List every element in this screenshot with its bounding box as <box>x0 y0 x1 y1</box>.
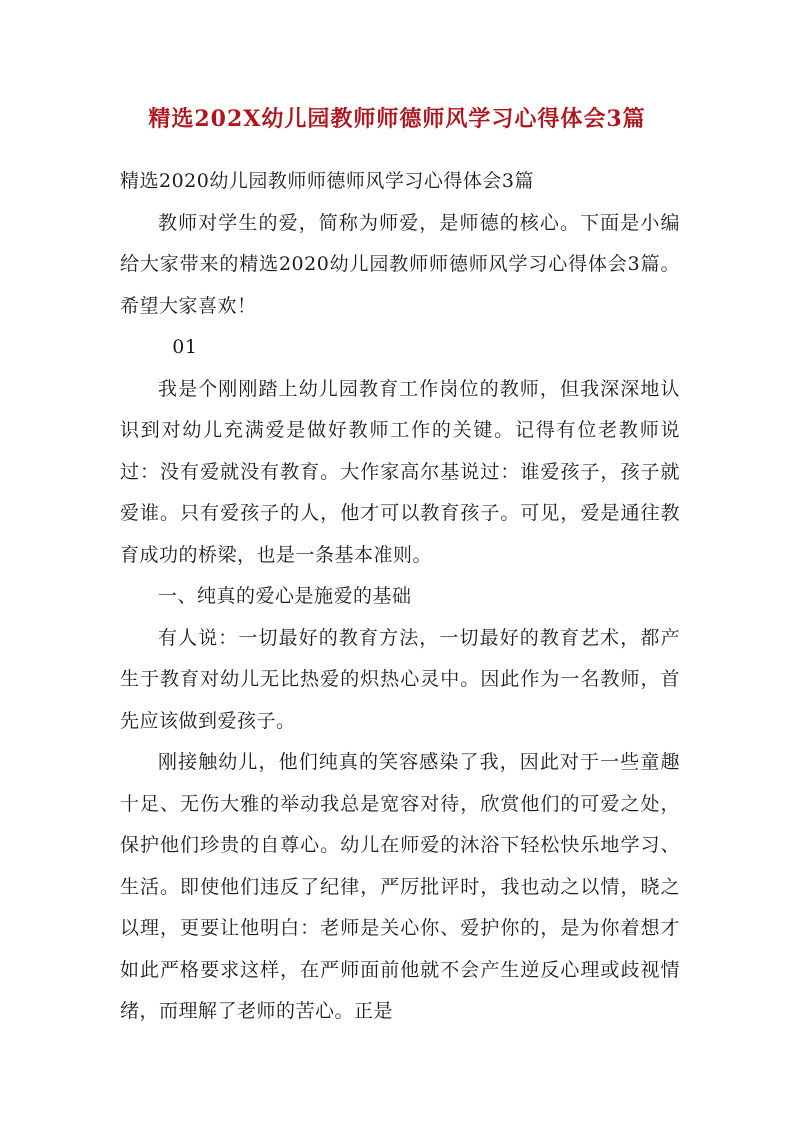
section-heading: 一、纯真的爱心是施爱的基础 <box>158 585 412 607</box>
intro-paragraph: 教师对学生的爱，简称为师爱，是师德的核心。下面是小编给大家带来的精选2020幼儿园教师师德师风学习心得体会3篇。希望大家喜欢！ <box>120 211 680 317</box>
document-subtitle: 精选2020幼儿园教师师德师风学习心得体会3篇 <box>120 170 534 192</box>
document-title: 精选202X幼儿园教师师德师风学习心得体会3篇 <box>148 106 646 132</box>
body-paragraph: 我是个刚刚踏上幼儿园教育工作岗位的教师，但我深深地认识到对幼儿充满爱是做好教师工作的关键。记得有位老教师说过：没有爱就没有教育。大作家高尔基说过：谁爱孩子，孩子就爱谁。只有爱孩子的人，他才可以教育孩子。可见，爱是通往教育成功的桥梁，也是一条基本准则。 <box>120 377 680 566</box>
body-paragraph: 刚接触幼儿，他们纯真的笑容感染了我，因此对于一些童趣十足、无伤大雅的举动我总是宽容对待，欣赏他们的可爱之处，保护他们珍贵的自尊心。幼儿在师爱的沐浴下轻松快乐地学习、生活。即使他们违反了纪律，严厉批评时，我也动之以情，晓之以理，更要让他明白：老师是关心你、爱护你的，是为你着想才如此严格要求这样，在严师面前他就不会产生逆反心理或歧视情绪，而理解了老师的苦心。正是 <box>120 751 680 1022</box>
section-number: 01 <box>172 336 198 358</box>
body-paragraph: 有人说：一切最好的教育方法，一切最好的教育艺术，都产生于教育对幼儿无比热爱的炽热心灵中。因此作为一名教师，首先应该做到爱孩子。 <box>120 626 680 732</box>
document-body <box>120 161 680 1033</box>
